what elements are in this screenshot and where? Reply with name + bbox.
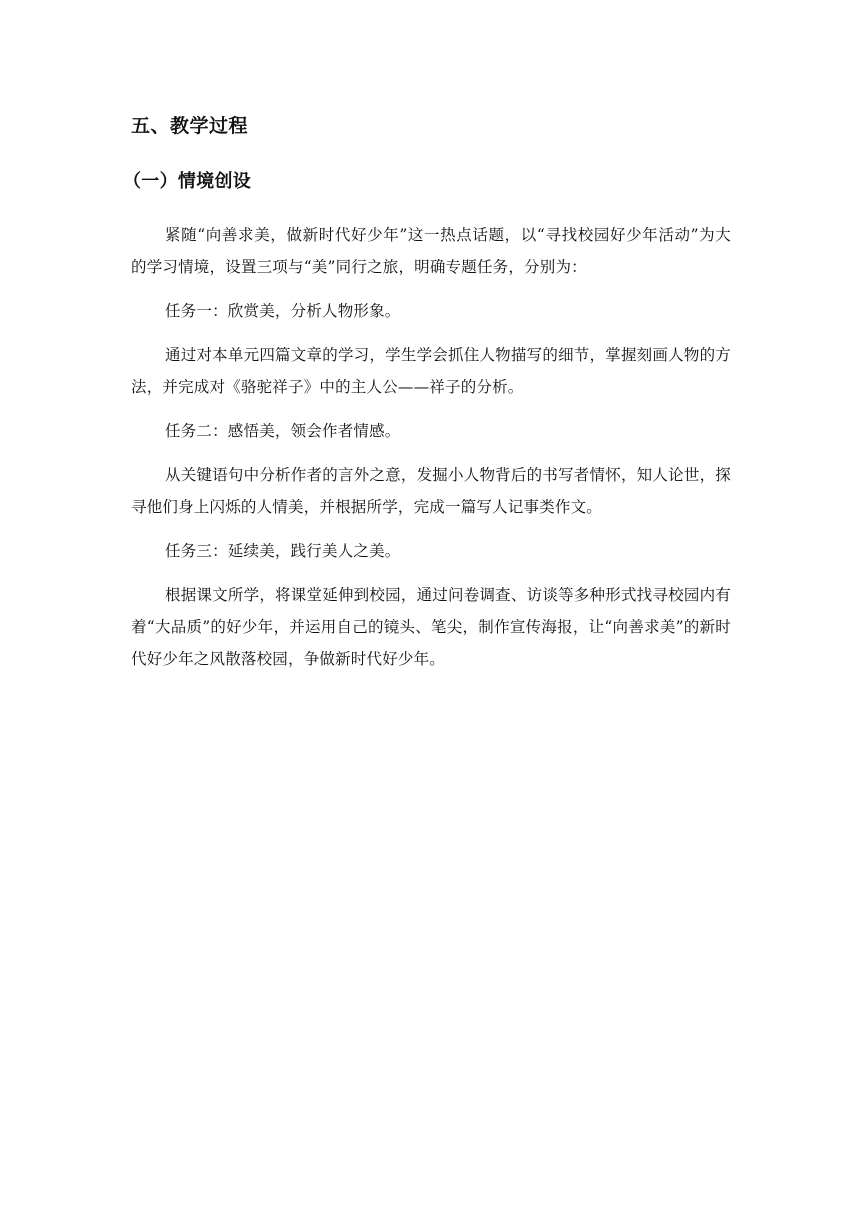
paragraph-intro: 紧随“向善求美，做新时代好少年”这一热点话题，以“寻找校园好少年活动”为大的学习情境，设置三项与“美”同行之旅，明确专题任务，分别为： bbox=[131, 226, 731, 276]
section-heading: 五、教学过程 bbox=[131, 115, 249, 137]
paragraph-task-three-body: 根据课文所学，将课堂延伸到校园，通过问卷调查、访谈等多种形式找寻校园内有着“大品质”的好少年，并运用自己的镜头、笔尖，制作宣传海报，让“向善求美”的新时代好少年之风散落校园，争做新时代好少年。 bbox=[131, 586, 731, 668]
paragraph-task-one-title: 任务一：欣赏美，分析人物形象。 bbox=[165, 302, 401, 320]
paragraph-task-two-title: 任务二：感悟美，领会作者情感。 bbox=[165, 422, 401, 440]
paragraph-task-one-body: 通过对本单元四篇文章的学习，学生学会抓住人物描写的细节，掌握刻画人物的方法，并完成对《骆驼祥子》中的主人公——祥子的分析。 bbox=[131, 346, 731, 396]
document-body bbox=[123, 112, 731, 687]
subsection-heading: （一）情境创设 bbox=[123, 171, 252, 192]
paragraph-task-three-title: 任务三：延续美，践行美人之美。 bbox=[165, 542, 401, 560]
paragraph-task-two-body: 从关键语句中分析作者的言外之意，发掘小人物背后的书写者情怀，知人论世，探寻他们身上闪烁的人情美，并根据所学，完成一篇写人记事类作文。 bbox=[131, 466, 731, 516]
